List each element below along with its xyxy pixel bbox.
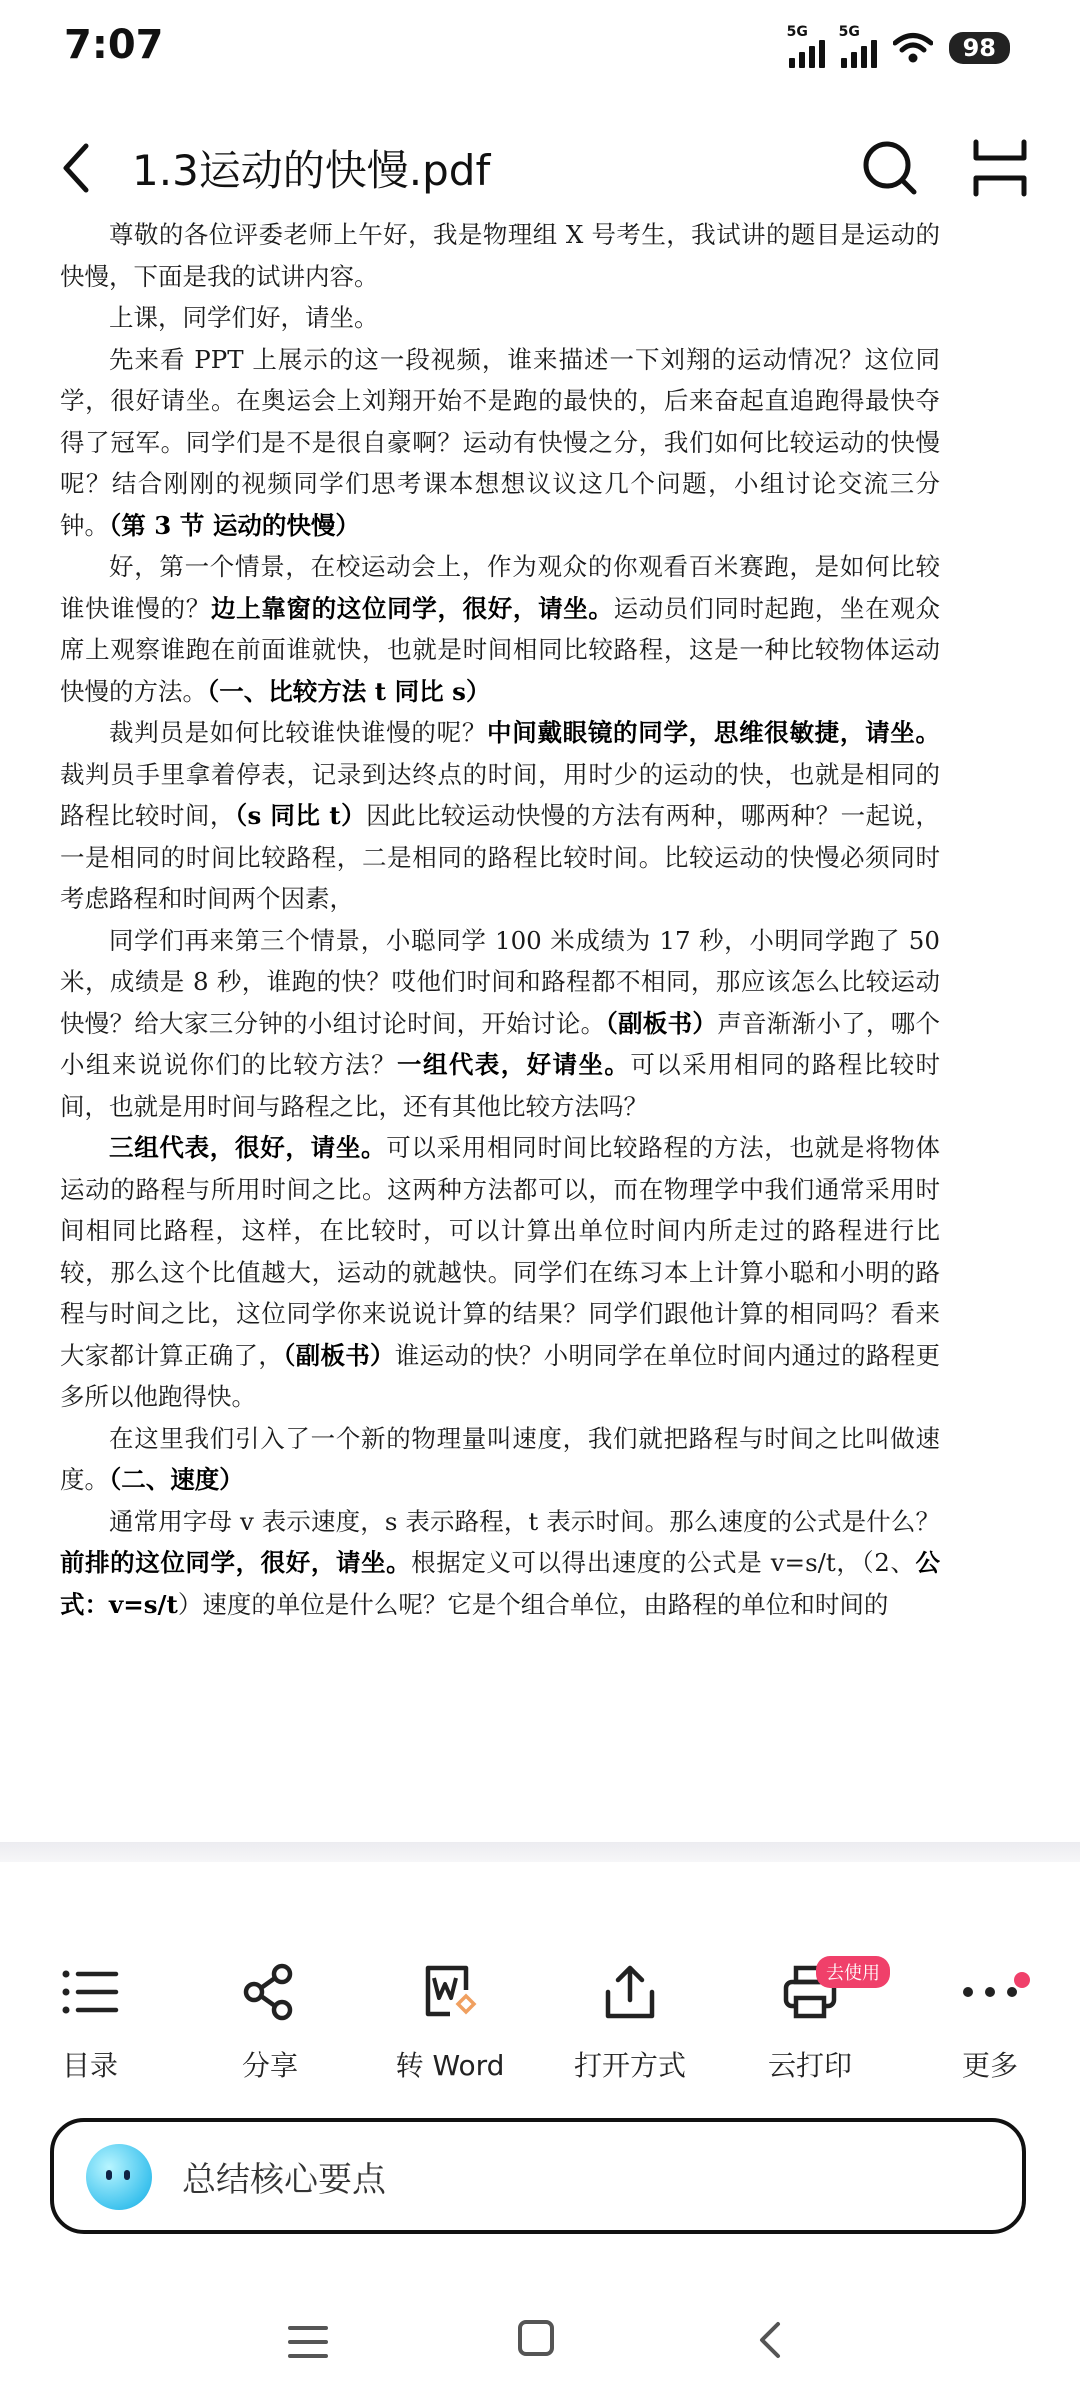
text-run: 声音渐渐小了，哪个小组来说说你们的比较方法？	[60, 1008, 941, 1079]
text-run: 上课，同学们好，请坐。	[109, 303, 379, 332]
bold-text-run: 三组代表，很好，请坐。	[109, 1133, 387, 1162]
signal-5g-icon	[838, 24, 877, 68]
text-run: 谁运动的快？小明同学在单位时间内通过的路程更多所以他跑得快。	[60, 1340, 941, 1411]
document-title: 1.3运动的快慢.pdf	[132, 146, 491, 195]
document-header	[0, 120, 1080, 220]
signal-5g-icon	[786, 24, 825, 68]
more-button[interactable]	[900, 1960, 1080, 2110]
document-paragraph	[60, 1127, 940, 1418]
home-icon[interactable]	[516, 2318, 556, 2358]
text-run: 可以采用相同的路程比较时间，也就是用时间与路程之比，还有其他比较方法吗？	[60, 1050, 941, 1121]
wifi-icon	[893, 32, 933, 64]
text-run: ）速度的单位是什么呢？它是个组合单位，由路程的单位和时间的	[177, 1589, 889, 1619]
bold-text-run: 一组代表，好请坐。	[397, 1050, 631, 1079]
status-time: 7:07	[64, 22, 164, 68]
bold-text-run: （副板书）	[283, 1340, 395, 1370]
document-paragraph	[60, 297, 940, 339]
sim2-label: 5G	[838, 24, 860, 40]
document-paragraph	[60, 1501, 940, 1626]
ai-summary-bar[interactable]	[50, 2118, 1026, 2234]
bottom-toolbar	[0, 1960, 1080, 2110]
bold-text-run: （第 3 节 运动的快慢）	[109, 510, 360, 540]
bold-text-run: （二、速度）	[109, 1465, 244, 1494]
ai-assistant-avatar-icon	[86, 2144, 152, 2210]
document-content[interactable]	[60, 214, 940, 1625]
toc-label: 目录	[61, 2049, 118, 2082]
cloud-print-label: 云打印	[767, 2049, 852, 2082]
text-run: 同学们再来第三个情景，小聪同学 100 米成绩为 17 秒，小明同学跑了 50 米，成绩是 8 秒，谁跑的快？哎他们时间和路程都不相同，那应该怎么比较运动快慢？给大家三分钟的小组讨论时间，开始讨论。	[60, 925, 940, 1038]
battery-icon: 98	[949, 32, 1010, 64]
page-divider	[0, 1842, 1080, 1862]
text-run: 好，第一个情景，在校运动会上，作为观众的你观看百米赛跑，是如何比较谁快谁慢的？	[60, 552, 940, 623]
open-with-label: 打开方式	[573, 2049, 686, 2082]
toc-icon	[58, 1960, 122, 2024]
text-run: 在这里我们引入了一个新的物理量叫速度，我们就把路程与时间之比叫做速度。	[60, 1423, 940, 1494]
text-run: 裁判员手里拿着停表，记录到达终点的时间，用时少的运动的快，也就是相同的路程比较时间，	[60, 759, 940, 830]
open-with-icon	[598, 1960, 662, 2024]
text-run: 根据定义可以得出速度的公式是 v=s/t，（2、	[411, 1548, 916, 1577]
text-run: 尊敬的各位评委老师上午好，我是物理组 X 号考生，我试讲的题目是运动的快慢，下面是我的试讲内容。	[60, 220, 940, 291]
bold-text-run: 中间戴眼镜的同学，思维很敏捷，请坐。	[487, 718, 940, 747]
text-run: 先来看 PPT 上展示的这一段视频，谁来描述一下刘翔的运动情况？这位同学，很好请坐。在奥运会上刘翔开始不是跑的最快的，后来奋起直追跑得最快夺得了冠军。同学们是不是很自豪啊？运动有快慢之分，我们如何比较运动的快慢呢？结合刚刚的视频同学们思考课本想想议议这几个问题，小组讨论交流三分钟。	[60, 344, 940, 540]
share-label: 分享	[241, 2049, 298, 2082]
convert-word-button[interactable]	[360, 1960, 540, 2110]
search-icon[interactable]	[858, 136, 922, 200]
document-paragraph	[60, 712, 940, 920]
bold-text-run: 公式：v=s/t	[60, 1548, 941, 1619]
toc-button[interactable]	[0, 1960, 180, 2110]
recents-icon[interactable]	[286, 2320, 330, 2364]
back-icon[interactable]	[750, 2318, 790, 2362]
share-icon	[238, 1960, 302, 2024]
text-run: 因此比较运动快慢的方法有两种，哪两种？一起说，一是相同的时间比较路程，二是相同的路程比较时间。比较运动的快慢必须同时考虑路程和时间两个因素，	[60, 801, 941, 913]
status-bar	[0, 0, 1080, 100]
open-with-button[interactable]	[540, 1960, 720, 2110]
bold-text-run: 边上靠窗的这位同学，很好，请坐。	[210, 593, 614, 623]
sim1-label: 5G	[786, 24, 808, 40]
more-label: 更多	[961, 2049, 1018, 2082]
system-nav-bar	[0, 2300, 1080, 2401]
more-icon	[958, 1960, 1022, 2024]
notification-dot	[1014, 1972, 1030, 1988]
convert-word-icon	[418, 1960, 482, 2024]
text-run: 运动员们同时起跑，坐在观众席上观察谁跑在前面谁就快，也就是时间相同比较路程，这是一种比较物体运动快慢的方法。	[60, 593, 941, 706]
status-icons	[786, 24, 1010, 68]
back-arrow-icon[interactable]	[50, 138, 110, 198]
document-paragraph	[60, 920, 940, 1128]
text-run: 通常用字母 v 表示速度，s 表示路程，t 表示时间。那么速度的公式是什么？	[109, 1506, 940, 1536]
bold-text-run: 前排的这位同学，很好，请坐。	[60, 1548, 412, 1577]
convert-word-label: 转 Word	[395, 2049, 505, 2082]
layout-toggle-icon[interactable]	[970, 136, 1030, 200]
text-run: 可以采用相同时间比较路程的方法，也就是将物体运动的路程与所用时间之比。这两种方法都可以，而在物理学中我们通常采用时间相同比路程，这样，在比较时，可以计算出单位时间内所走过的路程进行比较，那么这个比值越大，运动的就越快。同学们在练习本上计算小聪和小明的路程与时间之比，这位同学你来说说计算的结果？同学们跟他计算的相同吗？看来大家都计算正确了，	[60, 1133, 940, 1370]
promo-badge[interactable]: 去使用	[816, 1956, 890, 1988]
bold-text-run: （副板书）	[605, 1008, 718, 1038]
document-paragraph	[60, 339, 940, 547]
bold-text-run: （s 同比 t）	[234, 801, 367, 830]
cloud-print-button[interactable]	[720, 1960, 900, 2110]
document-paragraph	[60, 214, 940, 297]
ai-summary-text: 总结核心要点	[182, 2160, 386, 2200]
document-paragraph	[60, 1418, 940, 1501]
bold-text-run: （一、比较方法 t 同比 s）	[207, 676, 491, 706]
document-paragraph	[60, 546, 940, 712]
text-run: 裁判员是如何比较谁快谁慢的呢？	[109, 718, 488, 747]
share-button[interactable]	[180, 1960, 360, 2110]
